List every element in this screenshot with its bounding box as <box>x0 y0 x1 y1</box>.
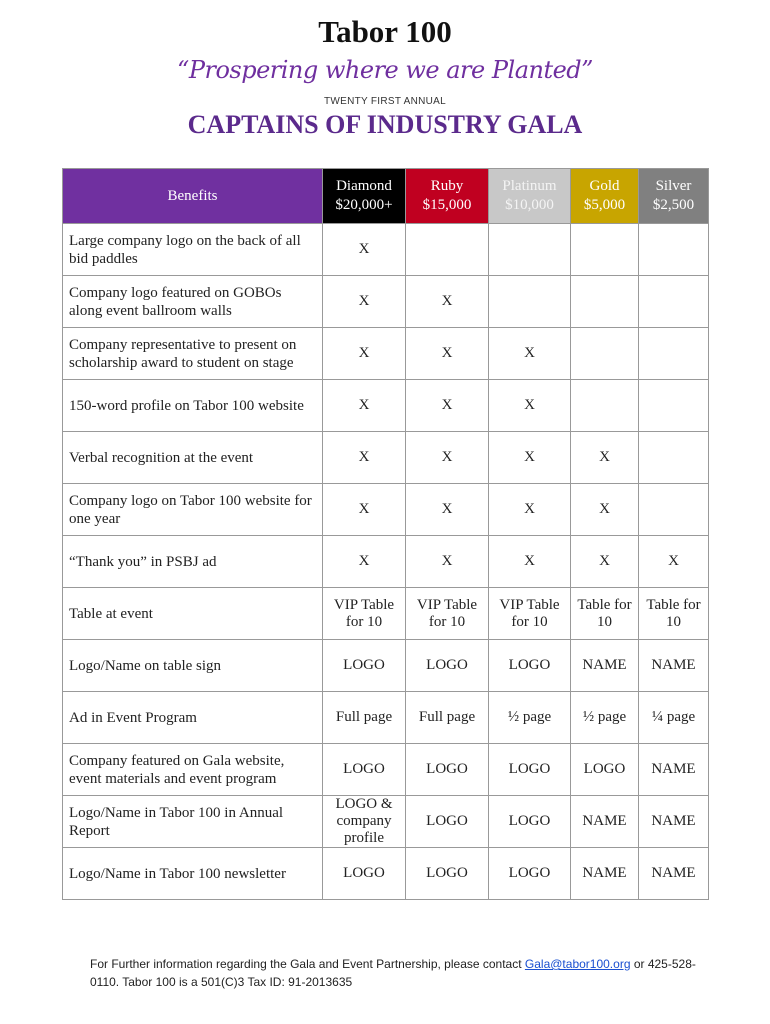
value-cell-gold: LOGO <box>571 744 639 796</box>
value-cell-diamond: X <box>323 536 406 588</box>
gala-heading: CAPTAINS OF INDUSTRY GALA <box>187 110 583 139</box>
level-name: Gold <box>589 178 620 194</box>
table-row <box>63 588 709 640</box>
level-header-silver <box>639 169 709 224</box>
value-cell-diamond: LOGO <box>323 848 406 900</box>
value-cell-diamond: X <box>323 432 406 484</box>
value-cell-ruby: LOGO <box>406 796 489 848</box>
value-cell-diamond: X <box>323 380 406 432</box>
value-cell-diamond: X <box>323 328 406 380</box>
table-row <box>63 848 709 900</box>
value-cell-gold: X <box>571 432 639 484</box>
level-price: $20,000+ <box>335 197 393 213</box>
value-cell-platinum: ½ page <box>489 692 571 744</box>
footer-text-tail: or 425-528-0110. Tabor 100 is a 501(C)3 Tax ID: 91-2013635 <box>90 957 696 989</box>
value-cell-platinum: LOGO <box>489 640 571 692</box>
value-cell-platinum: VIP Table for 10 <box>489 588 571 640</box>
value-cell-silver: X <box>639 536 709 588</box>
value-cell-silver <box>639 484 709 536</box>
value-cell-ruby: LOGO <box>406 848 489 900</box>
value-cell-platinum: LOGO <box>489 796 571 848</box>
value-cell-platinum <box>489 276 571 328</box>
footer-text: For Further information regarding the Gala and Event Partnership, please contact <box>90 957 525 971</box>
benefit-cell: Company representative to present on scholarship award to student on stage <box>63 328 323 380</box>
sponsorship-benefits-table <box>62 168 709 900</box>
level-price: $15,000 <box>422 197 472 213</box>
value-cell-gold: ½ page <box>571 692 639 744</box>
table-row <box>63 380 709 432</box>
level-name: Platinum <box>502 178 557 194</box>
value-cell-ruby: LOGO <box>406 640 489 692</box>
table-row <box>63 224 709 276</box>
value-cell-gold <box>571 276 639 328</box>
document-title: Tabor 100 <box>318 14 452 49</box>
table-row <box>63 484 709 536</box>
level-price: $2,500 <box>652 197 695 213</box>
footer-contact <box>90 955 710 991</box>
benefit-cell: Company logo on Tabor 100 website for one year <box>63 484 323 536</box>
benefit-cell: Large company logo on the back of all bid paddles <box>63 224 323 276</box>
value-cell-platinum: X <box>489 328 571 380</box>
benefit-cell: Logo/Name in Tabor 100 newsletter <box>63 848 323 900</box>
value-cell-gold: X <box>571 536 639 588</box>
value-cell-gold: NAME <box>571 848 639 900</box>
level-price: $10,000 <box>505 197 554 213</box>
value-cell-silver <box>639 328 709 380</box>
level-name: Silver <box>655 178 692 194</box>
table-row <box>63 536 709 588</box>
value-cell-platinum: X <box>489 432 571 484</box>
value-cell-ruby: LOGO <box>406 744 489 796</box>
contact-email-link[interactable]: Gala@tabor100.org <box>524 957 631 971</box>
value-cell-platinum: LOGO <box>489 848 571 900</box>
value-cell-gold: NAME <box>571 640 639 692</box>
value-cell-ruby: X <box>406 328 489 380</box>
value-cell-ruby <box>406 224 489 276</box>
benefit-cell: Company logo featured on GOBOs along event ballroom walls <box>63 276 323 328</box>
value-cell-gold: NAME <box>571 796 639 848</box>
benefit-cell: Table at event <box>63 588 323 640</box>
level-header-ruby <box>406 169 489 224</box>
value-cell-diamond: LOGO & company profile <box>323 796 406 848</box>
value-cell-diamond: X <box>323 224 406 276</box>
level-name: Diamond <box>336 178 392 194</box>
benefit-cell: Verbal recognition at the event <box>63 432 323 484</box>
value-cell-ruby: X <box>406 536 489 588</box>
value-cell-ruby: X <box>406 276 489 328</box>
value-cell-silver: ¼ page <box>639 692 709 744</box>
value-cell-gold <box>571 224 639 276</box>
table-row <box>63 276 709 328</box>
table-row <box>63 692 709 744</box>
value-cell-silver <box>639 432 709 484</box>
value-cell-silver: NAME <box>639 848 709 900</box>
value-cell-platinum <box>489 224 571 276</box>
header-row <box>63 169 709 224</box>
value-cell-ruby: X <box>406 432 489 484</box>
benefit-cell: Ad in Event Program <box>63 692 323 744</box>
value-cell-diamond: Full page <box>323 692 406 744</box>
value-cell-diamond: VIP Table for 10 <box>323 588 406 640</box>
value-cell-platinum: LOGO <box>489 744 571 796</box>
value-cell-gold: X <box>571 484 639 536</box>
value-cell-gold: Table for 10 <box>571 588 639 640</box>
level-header-gold <box>571 169 639 224</box>
value-cell-silver: NAME <box>639 744 709 796</box>
value-cell-diamond: LOGO <box>323 744 406 796</box>
level-header-diamond <box>323 169 406 224</box>
table-row <box>63 640 709 692</box>
value-cell-platinum: X <box>489 536 571 588</box>
table-row <box>63 744 709 796</box>
value-cell-platinum: X <box>489 484 571 536</box>
value-cell-platinum: X <box>489 380 571 432</box>
value-cell-silver: NAME <box>639 640 709 692</box>
value-cell-silver <box>639 380 709 432</box>
benefit-cell: Logo/Name on table sign <box>63 640 323 692</box>
tagline: “Prospering where we are Planted” <box>177 56 593 84</box>
level-header-platinum <box>489 169 571 224</box>
benefit-cell: “Thank you” in PSBJ ad <box>63 536 323 588</box>
value-cell-silver: NAME <box>639 796 709 848</box>
value-cell-silver <box>639 276 709 328</box>
benefits-column-header: Benefits <box>63 169 323 224</box>
value-cell-silver: Table for 10 <box>639 588 709 640</box>
value-cell-ruby: VIP Table for 10 <box>406 588 489 640</box>
table-row <box>63 796 709 848</box>
table-row <box>63 432 709 484</box>
value-cell-gold <box>571 380 639 432</box>
benefit-cell: Company featured on Gala website, event materials and event program <box>63 744 323 796</box>
table-row <box>63 328 709 380</box>
benefit-cell: Logo/Name in Tabor 100 in Annual Report <box>63 796 323 848</box>
value-cell-ruby: X <box>406 484 489 536</box>
value-cell-diamond: X <box>323 484 406 536</box>
value-cell-ruby: Full page <box>406 692 489 744</box>
level-name: Ruby <box>430 178 464 194</box>
value-cell-ruby: X <box>406 380 489 432</box>
value-cell-gold <box>571 328 639 380</box>
value-cell-diamond: X <box>323 276 406 328</box>
value-cell-silver <box>639 224 709 276</box>
annual-subtitle: TWENTY FIRST ANNUAL <box>323 96 446 107</box>
value-cell-diamond: LOGO <box>323 640 406 692</box>
level-price: $5,000 <box>583 197 626 213</box>
benefit-cell: 150-word profile on Tabor 100 website <box>63 380 323 432</box>
